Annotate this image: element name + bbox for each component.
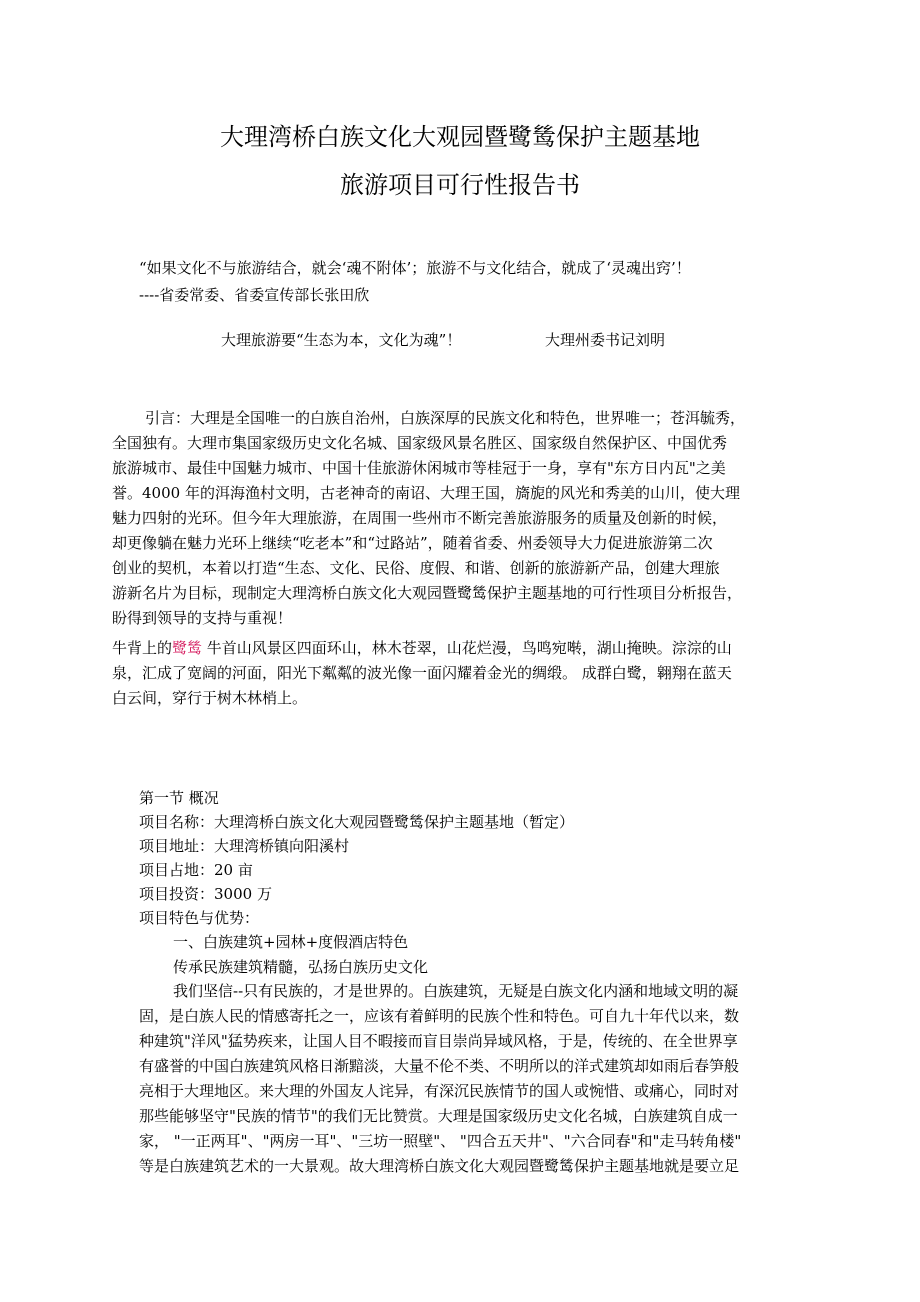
highlighted-word: 鹭鸶	[172, 639, 203, 657]
quote-1-attribution: ----省委常委、省委宣传部长张田欣	[139, 286, 370, 304]
body-line: 有盛誉的中国白族建筑风格日渐黯淡，大量不伦不类、不明所以的洋式建筑却如雨后春笋般	[139, 1057, 740, 1075]
project-features: 项目特色与优势：	[139, 909, 260, 927]
intro-line: 盼得到领导的支持与重视！	[112, 609, 293, 627]
body-line: 那些能够坚守"民族的情节"的我们无比赞赏。大理是国家级历史文化名城，白族建筑自成一	[139, 1107, 738, 1125]
body-line: 家， "一正两耳"、"两房一耳"、"三坊一照壁"、 "四合五天井"、"六合同春"和"走马转角楼"	[139, 1132, 742, 1150]
body-line: 我们坚信--只有民族的，才是世界的。白族建筑，无疑是白族文化内涵和地域文明的凝	[173, 982, 739, 1000]
body-line: 等是白族建筑艺术的一大景观。故大理湾桥白族文化大观园暨鹭鸶保护主题基地就是要立足	[139, 1157, 740, 1175]
feature-1: 一、白族建筑+园林+度假酒店特色	[173, 933, 409, 951]
project-address: 项目地址：大理湾桥镇向阳溪村	[139, 837, 350, 855]
intro-line: 全国独有。大理市集国家级历史文化名城、国家级风景名胜区、国家级自然保护区、中国优秀	[112, 434, 728, 452]
intro-line: 引言：大理是全国唯一的白族自治州，白族深厚的民族文化和特色，世界唯一；苍洱毓秀，	[145, 409, 746, 427]
quote-2-attribution: 大理州委书记刘明	[545, 331, 666, 349]
intro-line: 却更像躺在魅力光环上继续“吃老本”和“过路站”，随着省委、州委领导大力促进旅游第二次	[112, 534, 713, 552]
project-area: 项目占地：20 亩	[139, 861, 253, 879]
intro-line: 旅游城市、最佳中国魅力城市、中国十佳旅游休闲城市等桂冠于一身，享有"东方日内瓦"之美	[112, 459, 726, 477]
document-title-line1: 大理湾桥白族文化大观园暨鹭鸶保护主题基地	[220, 123, 700, 151]
quote-1: “如果文化不与旅游结合，就会‘魂不附体’；旅游不与文化结合，就成了‘灵魂出窍’！	[139, 259, 691, 277]
intro-line: 魅力四射的光环。但今年大理旅游，在周围一些州市不断完善旅游服务的质量及创新的时候，	[112, 509, 728, 527]
intro-line: 游新名片为目标，现制定大理湾桥白族文化大观园暨鹭鸶保护主题基地的可行性项目分析报告，	[112, 584, 743, 602]
project-name: 项目名称：大理湾桥白族文化大观园暨鹭鸶保护主题基地（暂定）	[139, 813, 575, 831]
scenery-paragraph	[112, 636, 788, 711]
body-line: 固，是白族人民的情感寄托之一，应该有着鲜明的民族个性和特色。可自九十年代以来，数	[139, 1007, 740, 1025]
scenery-line1-rest: 牛首山风景区四面环山，林木苍翠，山花烂漫，鸟鸣宛啭，湖山掩映。淙淙的山	[202, 639, 732, 657]
scenery-line: 泉，汇成了宽阔的河面，阳光下粼粼的波光像一面闪耀着金光的绸缎。 成群白鹭，翱翔在蓝天	[112, 664, 732, 682]
intro-line: 创业的契机，本着以打造“生态、文化、民俗、度假、和谐、创新的旅游新产品，创建大理旅	[112, 559, 720, 577]
intro-line: 誉。4000 年的洱海渔村文明，古老神奇的南诏、大理王国，旖旎的风光和秀美的山川，使大理	[112, 484, 740, 502]
scenery-line: 白云间，穿行于树木林梢上。	[112, 689, 308, 707]
section-heading: 第一节 概况	[139, 789, 219, 807]
architecture-paragraph	[139, 979, 789, 1179]
scenery-line	[112, 636, 788, 661]
body-line: 种建筑"洋风"猛势疾来，让国人目不暇接而盲目崇尚异域风格，于是，传统的、在全世界享	[139, 1032, 738, 1050]
intro-paragraph	[112, 406, 788, 631]
body-line: 亮相于大理地区。来大理的外国友人诧异，有深沉民族情节的国人或惋惜、或痛心，同时对	[139, 1082, 740, 1100]
feature-1-subtitle: 传承民族建筑精髓，弘扬白族历史文化	[173, 958, 429, 976]
project-investment: 项目投资：3000 万	[139, 885, 272, 903]
scenery-prefix: 牛背上的	[112, 639, 173, 657]
quote-2: 大理旅游要“生态为本，文化为魂”！	[221, 331, 462, 349]
document-title-line2: 旅游项目可行性报告书	[340, 171, 580, 199]
